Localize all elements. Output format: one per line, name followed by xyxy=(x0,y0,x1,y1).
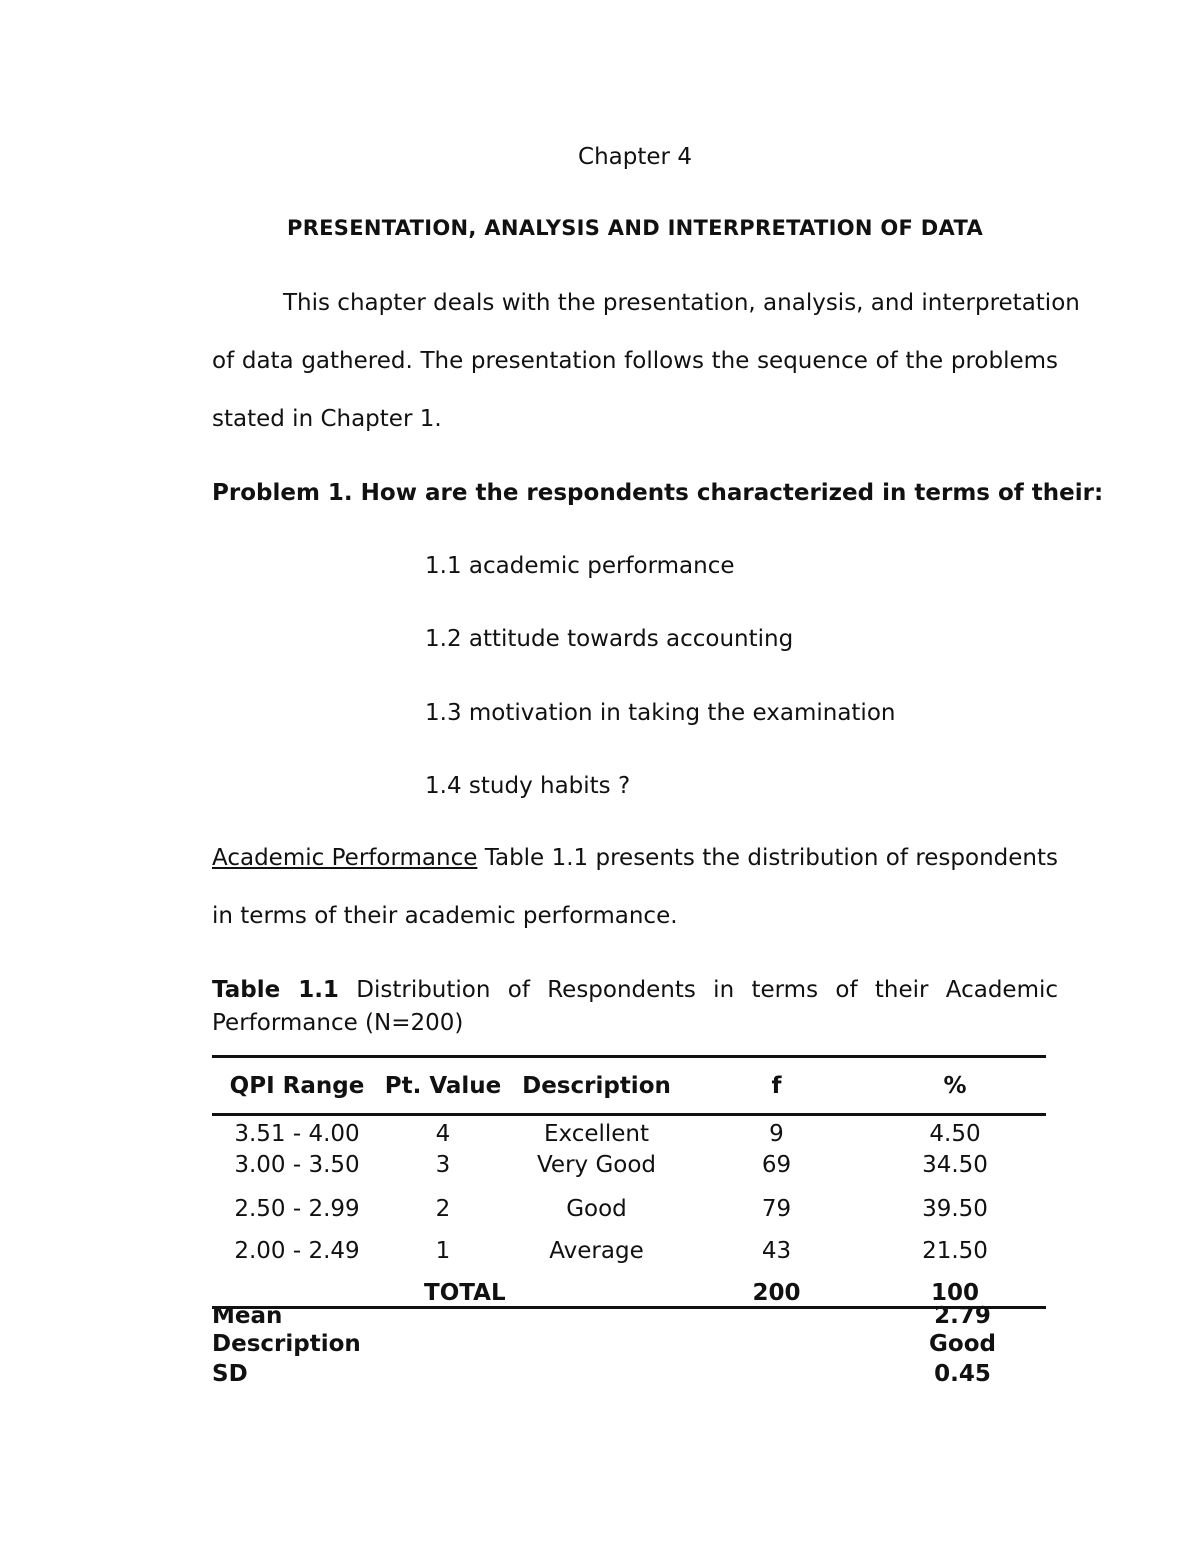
page-title: PRESENTATION, ANALYSIS AND INTERPRETATION OF DATA xyxy=(287,216,983,240)
frequency-cell: 43 xyxy=(761,1238,792,1264)
description-cell: Average xyxy=(549,1238,644,1264)
description-label: Description xyxy=(212,1331,361,1357)
header-qpi-range: QPI Range xyxy=(212,1057,382,1115)
table-row xyxy=(212,1150,1046,1180)
table-total-row xyxy=(212,1264,1046,1308)
problem-item: 1.2 attitude towards accounting xyxy=(425,626,794,652)
qpi-range-cell: 3.00 - 3.50 xyxy=(234,1152,360,1178)
mean-value: 2.79 xyxy=(934,1303,991,1329)
table-row xyxy=(212,1115,1046,1151)
frequency-cell: 69 xyxy=(761,1152,792,1178)
qpi-range-cell: 3.51 - 4.00 xyxy=(234,1121,360,1147)
table-caption-line-2: Performance (N=200) xyxy=(212,1010,464,1036)
total-frequency: 200 xyxy=(689,1264,864,1308)
description-value: Good xyxy=(929,1331,996,1357)
mean-label: Mean xyxy=(212,1303,283,1329)
table-row xyxy=(212,1222,1046,1264)
total-percent: 100 xyxy=(864,1264,1046,1308)
table-header-row xyxy=(212,1057,1046,1115)
frequency-cell: 9 xyxy=(769,1121,784,1147)
table-caption-label: Table 1.1 xyxy=(212,977,339,1003)
total-empty-cell xyxy=(212,1264,382,1308)
header-percent: % xyxy=(864,1057,1046,1115)
percent-cell: 4.50 xyxy=(929,1121,981,1147)
academic-performance-heading: Academic Performance xyxy=(212,845,478,871)
pt-value-cell: 2 xyxy=(435,1196,451,1222)
problem-heading: Problem 1. How are the respondents characterized in terms of their: xyxy=(212,480,1104,506)
percent-cell: 34.50 xyxy=(922,1152,988,1178)
percent-cell: 39.50 xyxy=(922,1196,988,1222)
table-caption-line-1 xyxy=(212,975,1058,1005)
pt-value-cell: 1 xyxy=(435,1238,451,1264)
frequency-cell: 79 xyxy=(761,1196,792,1222)
qpi-range-cell: 2.00 - 2.49 xyxy=(234,1238,360,1264)
problem-item: 1.1 academic performance xyxy=(425,553,735,579)
description-cell: Excellent xyxy=(543,1121,650,1147)
sd-label: SD xyxy=(212,1361,248,1387)
problem-item: 1.3 motivation in taking the examination xyxy=(425,700,896,726)
academic-paragraph-line-1 xyxy=(212,843,1058,873)
distribution-table xyxy=(212,1055,1046,1309)
intro-line-2: of data gathered. The presentation follows the sequence of the problems xyxy=(212,348,1058,374)
table-row xyxy=(212,1180,1046,1222)
header-pt-value: Pt. Value xyxy=(382,1057,504,1115)
description-cell: Very Good xyxy=(536,1152,657,1178)
header-description: Description xyxy=(504,1057,689,1115)
pt-value-cell: 3 xyxy=(435,1152,451,1178)
header-frequency: f xyxy=(689,1057,864,1115)
intro-line-3: stated in Chapter 1. xyxy=(212,406,442,432)
percent-cell: 21.50 xyxy=(922,1238,988,1264)
qpi-range-cell: 2.50 - 2.99 xyxy=(234,1196,360,1222)
academic-paragraph-line-2: in terms of their academic performance. xyxy=(212,903,678,929)
description-cell: Good xyxy=(566,1196,627,1222)
problem-item: 1.4 study habits ? xyxy=(425,773,631,799)
academic-line-1-text: Table 1.1 presents the distribution of respondents xyxy=(477,845,1058,871)
intro-line-1: This chapter deals with the presentation, analysis, and interpretation xyxy=(283,290,1080,316)
table-caption-text: Distribution of Respondents in terms of their Academic xyxy=(338,977,1059,1003)
total-label: TOTAL xyxy=(382,1264,689,1308)
sd-value: 0.45 xyxy=(934,1361,991,1387)
pt-value-cell: 4 xyxy=(435,1121,451,1147)
chapter-label: Chapter 4 xyxy=(578,144,692,170)
